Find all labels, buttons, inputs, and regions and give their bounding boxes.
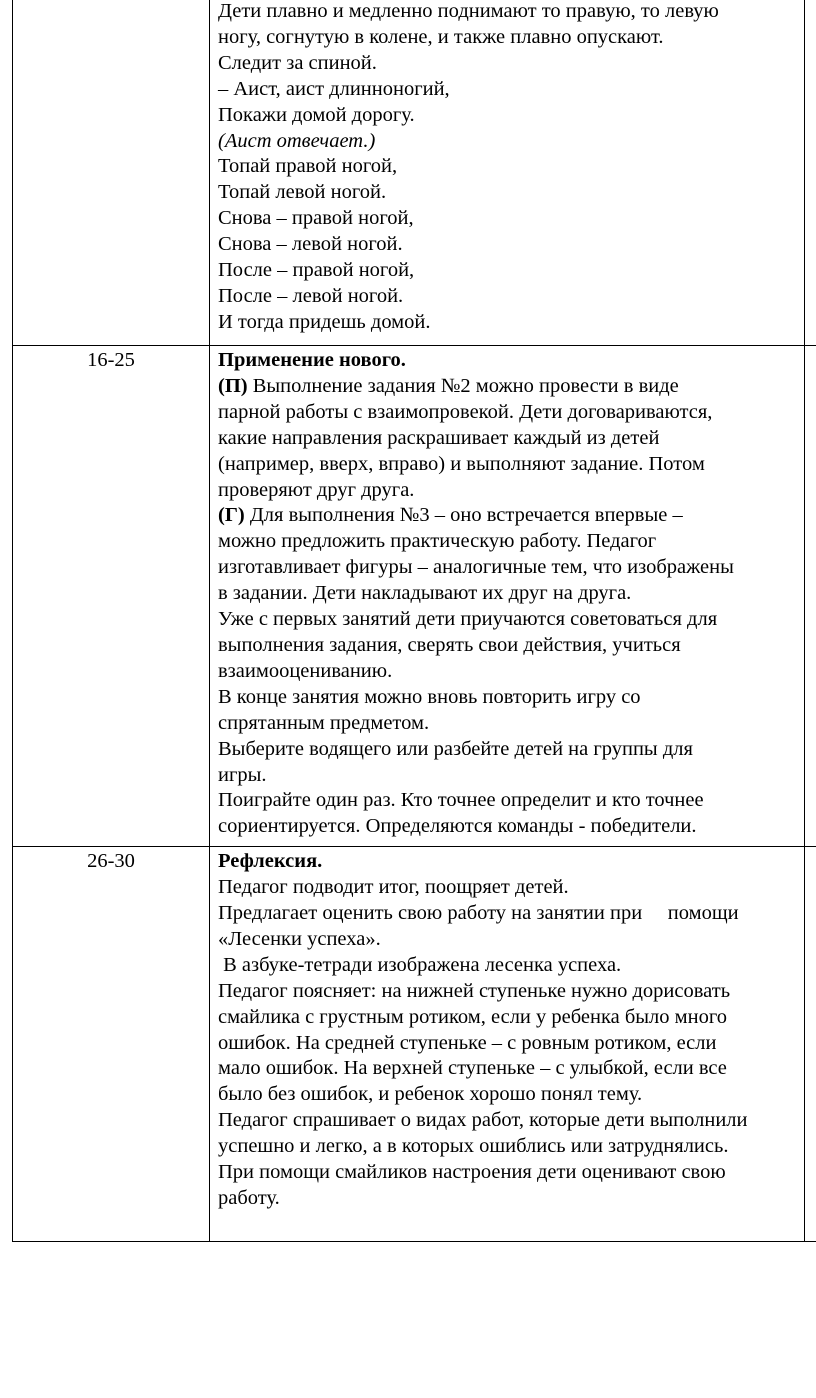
content-cell: [210, 0, 805, 346]
text-line: смайлика с грустным ротиком, если у ребенка было много: [218, 1005, 728, 1028]
text-line: Выберите водящего или разбейте детей на группы для: [218, 737, 693, 760]
lesson-plan-table: [12, 0, 816, 1242]
time-range: 26-30: [87, 850, 135, 873]
text-line: проверяют друг друга.: [218, 478, 415, 501]
bold-marker: (Г): [218, 504, 245, 527]
extra-cell: [805, 346, 816, 847]
extra-cell: [805, 847, 816, 1242]
text-line: Топай правой ногой,: [218, 155, 398, 178]
text-line: взаимооцениванию.: [218, 659, 393, 682]
text-line: выполнения задания, сверять свои действия, учиться: [218, 633, 681, 656]
table-row: [13, 847, 816, 1242]
text-line: После – правой ногой,: [218, 259, 415, 282]
time-range: 16-25: [87, 349, 135, 371]
time-cell: [13, 847, 210, 1242]
text-line: работу.: [218, 1187, 280, 1209]
text-line: В азбуке-тетради изображена лесенка успеха.: [218, 953, 622, 976]
bold-marker: (П): [218, 374, 248, 397]
text-line: Педагог спрашивает о видах работ, которые дети выполнили: [218, 1109, 748, 1132]
text-line: Предлагает оценить свою работу на занятии при помощи: [218, 902, 739, 925]
text-line: мало ошибок. На верхней ступеньке – с улыбкой, если все: [218, 1057, 727, 1080]
text-line: Педагог подводит итог, поощряет детей.: [218, 876, 569, 899]
text-line: Топай левой ногой.: [218, 181, 387, 204]
text-line: Снова – левой ногой.: [218, 233, 403, 256]
time-cell: [13, 346, 210, 847]
content-cell: [210, 847, 805, 1242]
text-line: При помощи смайликов настроения дети оценивают свою: [218, 1161, 726, 1184]
text-line: После – левой ногой.: [218, 284, 404, 307]
text-line: Дети плавно и медленно поднимают то правую, то левую: [218, 0, 719, 22]
text-line: (например, вверх, вправо) и выполняют задание. Потом: [218, 452, 705, 475]
table-row: [13, 346, 816, 847]
section-heading: Рефлексия.: [218, 850, 323, 873]
table-row: [13, 0, 816, 346]
text-line: Педагог поясняет: на нижней ступеньке нужно дорисовать: [218, 979, 731, 1002]
text-line: Следит за спиной.: [218, 51, 377, 74]
text-line: в задании. Дети накладывают их друг на друга.: [218, 582, 632, 605]
text-line: сориентируется. Определяются команды - победители.: [218, 815, 697, 838]
text-line: Поиграйте один раз. Кто точнее определит и кто точнее: [218, 789, 704, 812]
text-line: изготавливает фигуры – аналогичные тем, что изображены: [218, 556, 734, 579]
time-cell: [13, 0, 210, 346]
text-line: Уже с первых занятий дети приучаются советоваться для: [218, 608, 718, 631]
text-line: ногу, согнутую в колене, и также плавно опускают.: [218, 25, 664, 48]
text-line: какие направления раскрашивает каждый из детей: [218, 426, 660, 449]
section-heading: Применение нового.: [218, 349, 406, 371]
text-line: парной работы с взаимопровекой. Дети договариваются,: [218, 400, 713, 423]
text-line: В конце занятия можно вновь повторить игру со: [218, 685, 641, 708]
content-cell: [210, 346, 805, 847]
text-line: ошибок. На средней ступеньке – с ровным ротиком, если: [218, 1031, 717, 1054]
text-line: Покажи домой дорогу.: [218, 103, 415, 126]
text-line: И тогда придешь домой.: [218, 310, 431, 333]
text-line: было без ошибок, и ребенок хорошо понял тему.: [218, 1083, 643, 1106]
text-line: можно предложить практическую работу. Педагог: [218, 530, 657, 553]
text-line: успешно и легко, а в которых ошиблись или затруднялись.: [218, 1135, 729, 1158]
text-line: «Лесенки успеха».: [218, 927, 381, 950]
text-line: (Г) Для выполнения №3 – оно встречается впервые –: [218, 504, 683, 527]
italic-note: (Аист отвечает.): [218, 129, 376, 152]
text-line: спрятанным предметом.: [218, 711, 430, 734]
text-line: (П) Выполнение задания №2 можно провести в виде: [218, 374, 679, 397]
extra-cell: [805, 0, 816, 346]
text-line: – Аист, аист длинноногий,: [218, 77, 450, 100]
text-line: Снова – правой ногой,: [218, 207, 414, 230]
text-line: игры.: [218, 763, 267, 786]
